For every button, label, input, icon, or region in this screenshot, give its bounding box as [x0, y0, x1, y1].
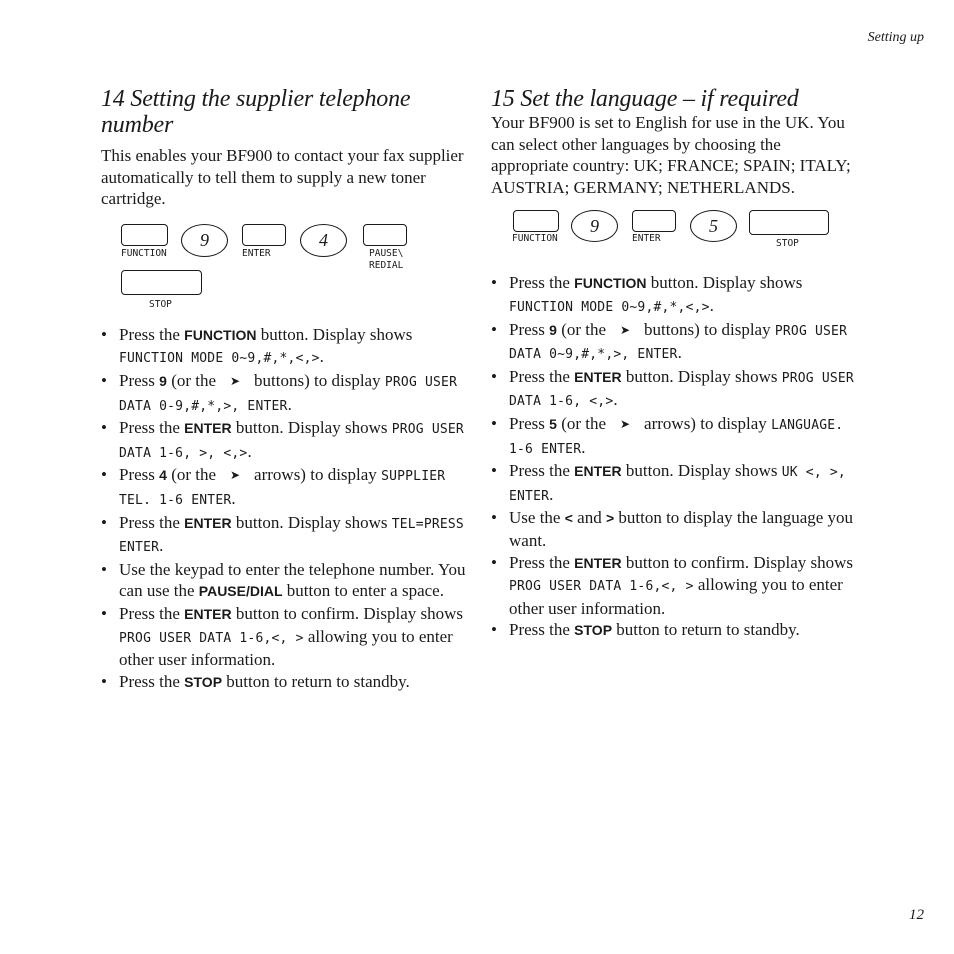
section-intro: Your BF900 is set to English for use in the UK. You can select other languages by choosing the appropriate country: UK; FRANCE; SPAIN; ITALY; AUSTRIA; GERMANY; NETHERLANDS.	[491, 113, 851, 197]
enter-key-label: ENTER	[632, 233, 661, 245]
enter-key	[632, 210, 676, 232]
arrow-icon: ➤	[620, 416, 631, 431]
key-4: 4	[300, 224, 347, 257]
function-key-label: FUNCTION	[121, 247, 167, 259]
instruction-list	[491, 272, 861, 642]
list-item: • Press 4 (or the ➤ arrows) to display SUPPLIER TEL. 1-6 ENTER.	[101, 464, 466, 511]
running-header: Setting up	[867, 30, 924, 45]
function-key	[513, 210, 559, 232]
list-item: • Press the STOP button to return to standby.	[101, 671, 466, 694]
list-item: • Press the ENTER button. Display shows PROG USER DATA 1-6, <,>.	[491, 366, 861, 413]
list-item: • Use the < and > button to display the language you want.	[491, 507, 861, 551]
section-intro: This enables your BF900 to contact your fax supplier automatically to tell them to supply a new toner cartridge.	[101, 146, 464, 209]
page-number: 12	[909, 907, 924, 923]
pause-redial-key-label: PAUSE\ REDIAL	[369, 247, 404, 271]
list-item: • Press the ENTER button to confirm. Display shows PROG USER DATA 1-6,<, > allowing you to enter other user information.	[101, 603, 466, 671]
arrow-icon: ➤	[620, 322, 631, 337]
list-item: • Press the FUNCTION button. Display shows FUNCTION MODE 0~9,#,*,<,>.	[101, 324, 466, 370]
arrow-icon: ➤	[230, 468, 241, 483]
function-key-label: FUNCTION	[512, 233, 558, 245]
enter-key-label: ENTER	[242, 247, 271, 259]
key-9: 9	[571, 210, 618, 242]
list-item: • Press the FUNCTION button. Display shows FUNCTION MODE 0~9,#,*,<,>.	[491, 272, 861, 318]
pause-redial-key	[363, 224, 407, 246]
list-item: • Press the STOP button to return to standby.	[491, 619, 861, 642]
key-sequence-diagram	[101, 224, 466, 320]
list-item: • Press the ENTER button. Display shows PROG USER DATA 1-6, >, <,>.	[101, 417, 466, 464]
stop-key	[749, 210, 829, 235]
instruction-list	[101, 324, 466, 694]
function-key	[121, 224, 168, 246]
enter-key	[242, 224, 286, 246]
section-title: 15 Set the language – if required	[491, 86, 799, 112]
key-sequence-diagram	[491, 210, 861, 262]
list-item: • Press the ENTER button. Display shows TEL=PRESS ENTER.	[101, 512, 466, 559]
list-item: • Press 5 (or the ➤ arrows) to display LANGUAGE. 1-6 ENTER.	[491, 413, 861, 460]
list-item: • Press 9 (or the ➤ buttons) to display PROG USER DATA 0~9,#,*,>, ENTER.	[491, 319, 861, 366]
list-item: • Press the ENTER button to confirm. Display shows PROG USER DATA 1-6,<, > allowing you to enter other user information.	[491, 552, 861, 620]
section-set-language	[491, 86, 861, 642]
key-9: 9	[181, 224, 228, 257]
key-5: 5	[690, 210, 737, 242]
list-item: • Press the ENTER button. Display shows UK <, >, ENTER.	[491, 460, 861, 507]
stop-key-label: STOP	[149, 298, 172, 310]
section-supplier-telephone	[101, 86, 466, 693]
stop-key	[121, 270, 202, 295]
section-title: 14 Setting the supplier telephone number	[101, 86, 411, 138]
stop-key-label: STOP	[776, 238, 799, 250]
list-item: • Use the keypad to enter the telephone number. You can use the PAUSE/DIAL button to enter a space.	[101, 559, 466, 603]
arrow-icon: ➤	[230, 373, 241, 388]
list-item: • Press 9 (or the ➤ buttons) to display PROG USER DATA 0-9,#,*,>, ENTER.	[101, 370, 466, 417]
